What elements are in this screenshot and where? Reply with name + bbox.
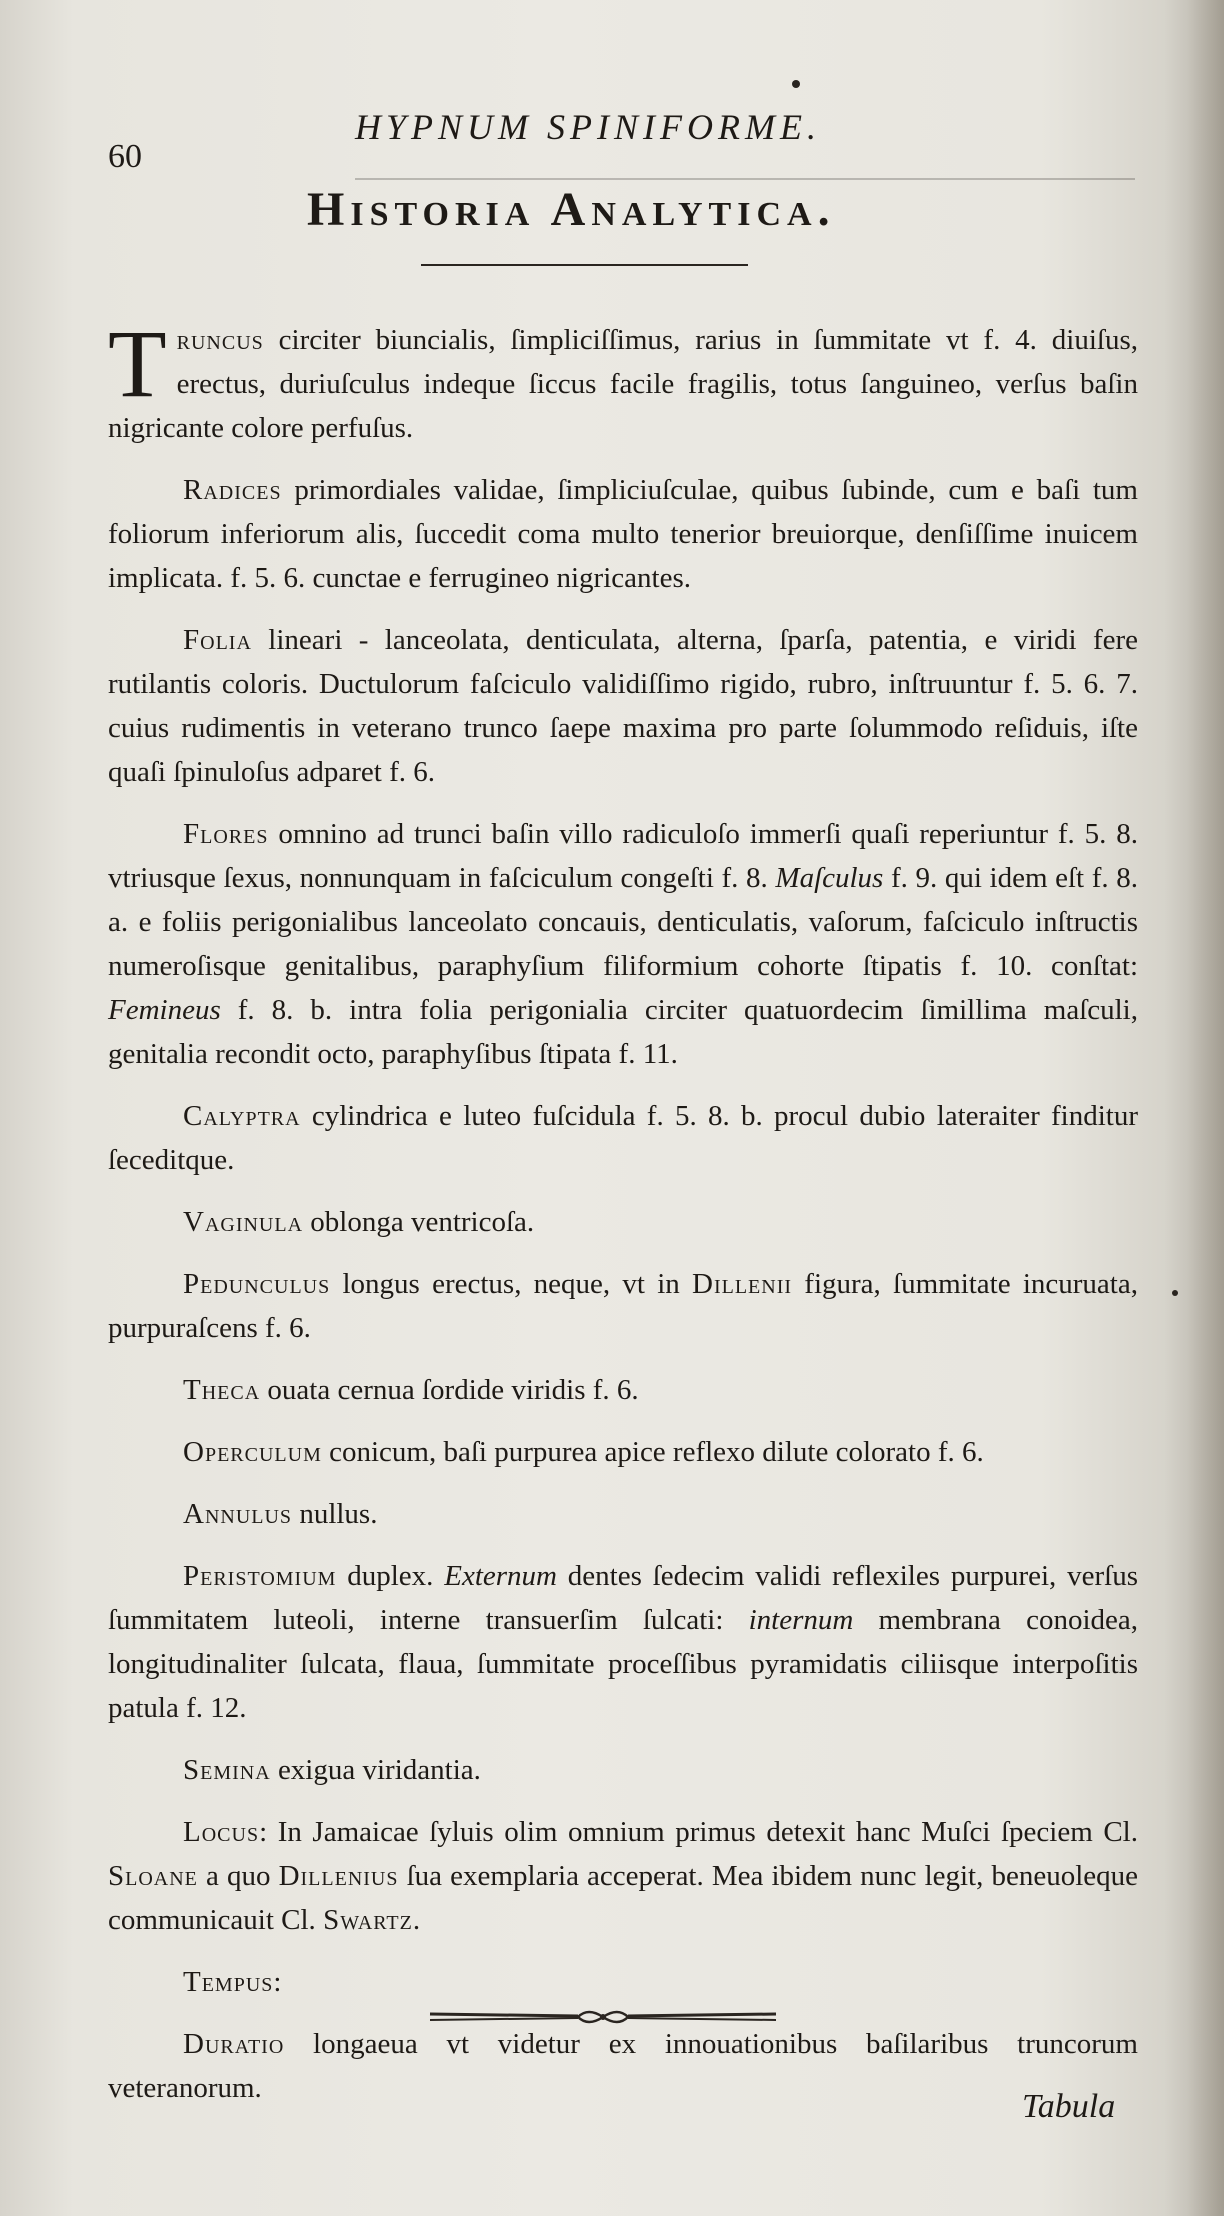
paragraph-text: longaeua vt videtur ex innouationibus baſilaribus truncorum veteranorum.	[108, 2028, 1138, 2104]
paragraph-text: :	[273, 1966, 282, 1998]
header-rule	[355, 178, 1135, 180]
paragraph-text: circiter biuncialis, ſimpliciſſimus, rarius in ſummitate vt f. 4. diuiſus, erectus, duriuſculus indeque ſiccus facile fragilis, totus ſanguineo, verſus baſin nigricante colore perfuſus.	[108, 324, 1138, 444]
paragraph-vaginula	[108, 1200, 1138, 1244]
italic-term: internum	[748, 1604, 854, 1636]
page-edge-shadow	[1164, 0, 1224, 2216]
paragraph-duratio	[108, 2022, 1138, 2110]
ink-speck	[1172, 1290, 1178, 1296]
italic-term: Femineus	[108, 994, 221, 1026]
paragraph-text: longus erectus, neque, vt in	[330, 1268, 693, 1300]
paragraph-locus	[108, 1810, 1138, 1942]
proper-name: Sloane	[108, 1860, 198, 1892]
paragraph-truncus	[108, 310, 1138, 450]
paragraph-flores	[108, 812, 1138, 1076]
paragraph-radices	[108, 468, 1138, 600]
paragraph-tempus	[108, 1960, 1138, 2004]
paragraph-head: Radices	[183, 474, 282, 506]
paragraph-text: f. 8. b. intra folia perigonialia circiter quatuordecim ſimillima maſculi, genitalia recondit octo, paraphyſibus ſtipata f. 11.	[108, 994, 1138, 1070]
running-head: HYPNUM SPINIFORME.	[355, 107, 821, 147]
paragraph-text: cylindrica e luteo fuſcidula f. 5. 8. b. procul dubio lateraiter finditur ſeceditque.	[108, 1100, 1138, 1176]
paragraph-text: ſua exemplaria acceperat. Mea ibidem nunc legit, beneuoleque communicauit Cl.	[108, 1860, 1139, 1936]
paragraph-text: oblonga ventricoſa.	[303, 1206, 535, 1238]
paragraph-text: duplex.	[336, 1560, 445, 1592]
paragraph-text: exigua viridantia.	[270, 1754, 481, 1786]
catchword: Tabula	[1022, 2088, 1116, 2125]
paragraph-text: conicum, baſi purpurea apice reflexo dilute colorato f. 6.	[321, 1436, 984, 1468]
body-text	[108, 310, 1139, 2128]
paragraph-text: omnino ad trunci baſin villo radiculoſo immerſi quaſi reperiuntur f. 5. 8. vtriusque ſexus, nonnunquam in faſciculum congeſti f. 8.	[108, 818, 1138, 894]
paragraph-head: Pedunculus	[183, 1268, 331, 1300]
paragraph-calyptra	[108, 1094, 1138, 1182]
paragraph-folia	[108, 618, 1138, 794]
paragraph-text: figura, ſummitate incuruata, purpuraſcens f. 6.	[108, 1268, 1138, 1344]
paragraph-head: Flores	[183, 818, 269, 850]
paragraph-head: Tempus	[183, 1966, 274, 1998]
paragraph-text: lineari - lanceolata, denticulata, alterna, ſparſa, patentia, e viridi fere rutilantis coloris. Ductulorum faſciculo validiſſimo rigido, rubro, inſtruuntur f. 5. 6. 7. cuius rudimentis in veterano trunco ſaepe maxima pro parte ſolummodo reſiduis, iſte quaſi ſpinuloſus adparet f. 6.	[108, 624, 1138, 788]
paragraph-head: Calyptra	[183, 1100, 301, 1132]
paragraph-text: nullus.	[292, 1498, 378, 1530]
ink-speck	[792, 80, 800, 88]
paragraph-text: a quo	[197, 1860, 279, 1892]
section-title: Historia Analytica.	[307, 183, 836, 236]
paragraph-pedunculus	[108, 1262, 1138, 1350]
page-number: 60	[108, 138, 142, 175]
proper-name: Swartz	[323, 1904, 413, 1936]
paragraph-head: Theca	[183, 1374, 261, 1406]
paragraph-annulus	[108, 1492, 1138, 1536]
paragraph-head: Duratio	[183, 2028, 285, 2060]
paragraph-text: ouata cernua ſordide viridis f. 6.	[260, 1374, 639, 1406]
italic-term: Maſculus	[775, 862, 884, 894]
proper-name: Dillenii	[692, 1268, 793, 1300]
ornament-rule	[428, 2002, 778, 2032]
paragraph-semina	[108, 1748, 1138, 1792]
paragraph-text: membrana conoidea, longitudinaliter ſulcata, flaua, ſummitate proceſſibus pyramidatis ciliisque interpoſitis patula f. 12.	[108, 1604, 1139, 1724]
paragraph-head: Peristomium	[183, 1560, 337, 1592]
paragraph-theca	[108, 1368, 1138, 1412]
paragraph-head: Semina	[183, 1754, 271, 1786]
paragraph-head: Locus	[183, 1816, 260, 1848]
italic-term: Externum	[444, 1560, 557, 1592]
drop-cap: T	[108, 310, 167, 417]
paragraph-head: Annulus	[183, 1498, 293, 1530]
paragraph-text: : In Jamaicae ſyluis olim omnium primus detexit hanc Muſci ſpeciem Cl.	[259, 1816, 1138, 1848]
paragraph-text: dentes ſedecim validi reflexiles purpurei, verſus ſummitatem luteoli, interne transuerſim ſulcati:	[108, 1560, 1138, 1636]
paragraph-head: Vaginula	[183, 1206, 304, 1238]
paragraph-head: Operculum	[183, 1436, 322, 1468]
proper-name: Dillenius	[278, 1860, 399, 1892]
title-rule	[421, 264, 748, 266]
paragraph-operculum	[108, 1430, 1138, 1474]
paragraph-head: runcus	[176, 324, 264, 356]
paragraph-peristomium	[108, 1554, 1138, 1730]
paragraph-text: f. 9. qui idem eſt f. 8. a. e foliis perigonialibus lanceolato concauis, denticulatis, vaſorum, faſciculo inſtructis numeroſisque genitalibus, paraphyſium filiformium cohorte ſtipatis f. 10. conſtat:	[108, 862, 1139, 982]
paragraph-head: Folia	[183, 624, 252, 656]
paragraph-text: primordiales validae, ſimpliciuſculae, quibus ſubinde, cum e baſi tum foliorum inferiorum alis, ſuccedit coma multo tenerior breuiorque, denſiſſime inuicem implicata. f. 5. 6. cunctae e ferrugineo nigricantes.	[108, 474, 1138, 594]
paragraph-text: .	[412, 1904, 421, 1936]
